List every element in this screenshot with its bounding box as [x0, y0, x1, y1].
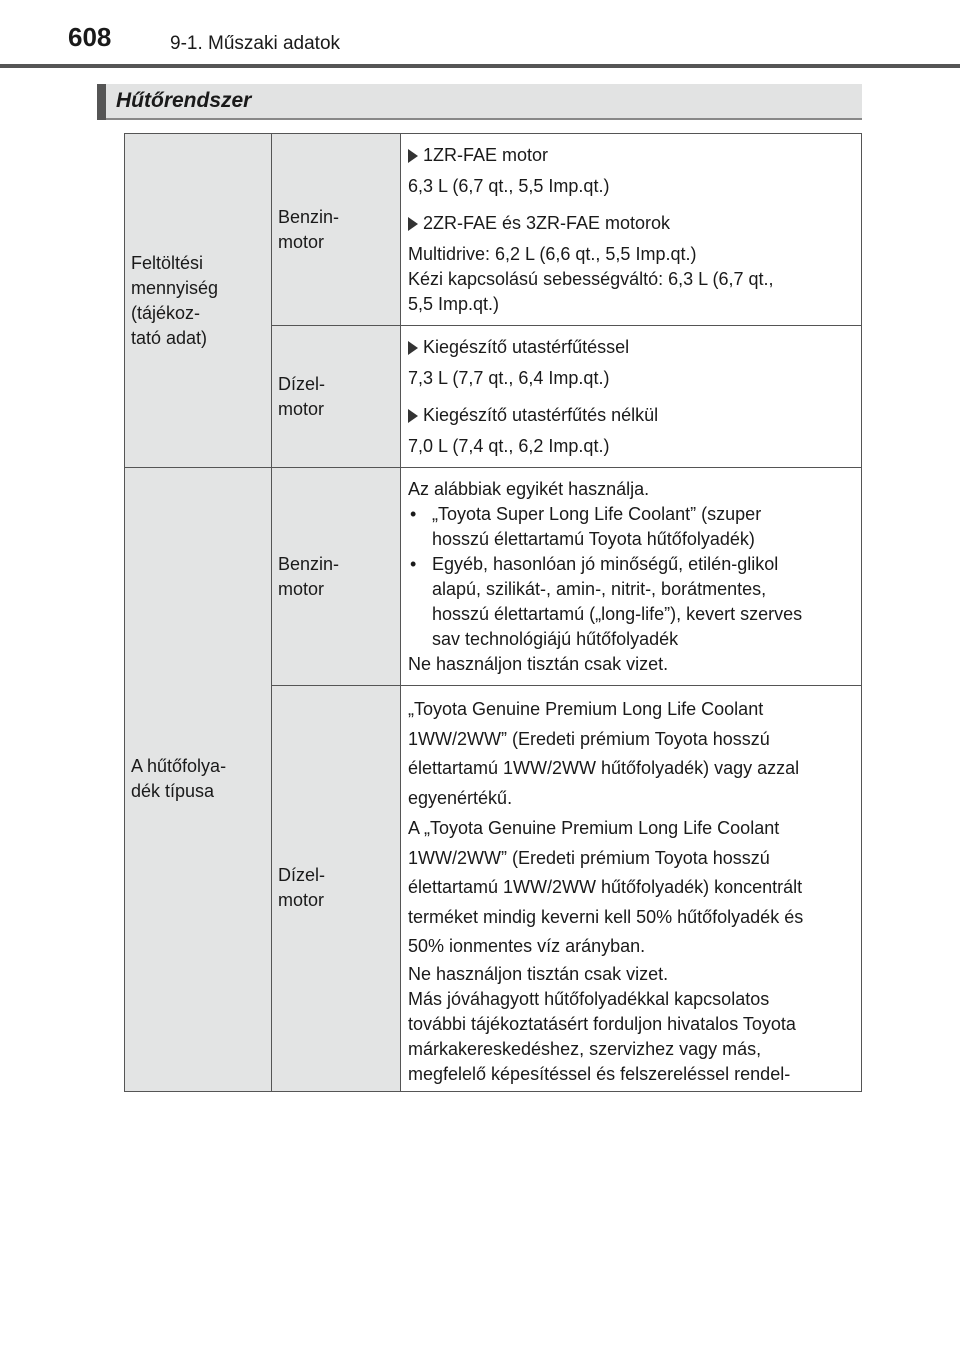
coolant-text: megfelelő képesítéssel és felszereléssel rendel-	[408, 1063, 791, 1084]
bullet-text: sav technológiájú hűtőfolyadék	[432, 629, 679, 649]
bullet-marker: •	[410, 554, 417, 574]
coolant-text: A „Toyota Genuine Premium Long Life Coolant	[408, 818, 780, 838]
capacity-label-line: mennyiség	[131, 277, 219, 298]
engine-label-line: Benzin-	[278, 206, 340, 227]
capacity-label-cell	[125, 134, 272, 468]
page-header	[0, 0, 960, 68]
coolant-label-line: dék típusa	[131, 781, 215, 802]
coolant-diesel-value-cell	[401, 686, 862, 1092]
capacity-label-line: (tájékoz-	[131, 302, 201, 323]
coolant-text: Ne használjon tisztán csak vizet.	[408, 963, 669, 984]
coolant-diesel-label-cell	[272, 686, 401, 1092]
bullet-text: hosszú élettartamú („long-life”), kevert szerves	[432, 604, 803, 624]
capacity-value: 7,3 L (7,7 qt., 6,4 Imp.qt.)	[408, 368, 610, 388]
capacity-value: Kézi kapcsolású sebességváltó: 6,3 L (6,7 qt.,	[408, 269, 774, 289]
capacity-label-line: tató adat)	[131, 327, 208, 348]
triangle-marker-icon	[408, 409, 418, 423]
table-row	[125, 468, 862, 686]
bullet-text: „Toyota Super Long Life Coolant” (szuper	[432, 504, 762, 524]
coolant-text: terméket mindig keverni kell 50% hűtőfolyadék és	[408, 906, 804, 927]
coolant-text: 1WW/2WW” (Eredeti prémium Toyota hosszú	[408, 847, 770, 868]
item-heading	[408, 143, 855, 168]
capacity-petrol-value-cell	[401, 134, 862, 326]
item-heading-text: Kiegészítő utastérfűtéssel	[423, 337, 630, 357]
table-row	[125, 134, 862, 326]
coolant-text: 1WW/2WW” (Eredeti prémium Toyota hosszú	[408, 728, 770, 749]
coolant-intro: Az alábbiak egyikét használja.	[408, 479, 650, 499]
triangle-marker-icon	[408, 217, 418, 231]
capacity-diesel-value-cell	[401, 326, 862, 468]
engine-label-line: motor	[278, 231, 325, 252]
header-rule	[0, 64, 960, 68]
engine-label-line: motor	[278, 578, 325, 599]
engine-label-line: Dízel-	[278, 865, 326, 886]
coolant-text: további tájékoztatásért forduljon hivatalos Toyota	[408, 1013, 796, 1034]
cooling-spec-table	[124, 133, 862, 1092]
bullet-text: hosszú élettartamú Toyota hűtőfolyadék)	[432, 529, 755, 549]
coolant-text: élettartamú 1WW/2WW hűtőfolyadék) vagy azzal	[408, 758, 800, 778]
capacity-value: 5,5 Imp.qt.)	[408, 294, 500, 314]
item-heading	[408, 211, 855, 236]
engine-label-line: motor	[278, 398, 325, 419]
capacity-value: Multidrive: 6,2 L (6,6 qt., 5,5 Imp.qt.)	[408, 244, 697, 264]
section-path: 9-1. Műszaki adatok	[170, 33, 341, 54]
capacity-value: 6,3 L (6,7 qt., 5,5 Imp.qt.)	[408, 176, 610, 196]
bullet-text: alapú, szilikát-, amin-, nitrit-, borátmentes,	[432, 579, 767, 599]
bullet-marker: •	[410, 504, 417, 524]
engine-label-line: Benzin-	[278, 553, 340, 574]
coolant-text: élettartamú 1WW/2WW hűtőfolyadék) koncentrált	[408, 877, 803, 897]
coolant-label-line: A hűtőfolya-	[131, 756, 227, 777]
section-heading-bar	[97, 84, 862, 120]
capacity-diesel-label-cell	[272, 326, 401, 468]
bullet-item	[408, 552, 855, 652]
item-heading	[408, 335, 855, 360]
item-heading-text: 1ZR-FAE motor	[423, 145, 549, 165]
bullet-text: Egyéb, hasonlóan jó minőségű, etilén-glikol	[432, 554, 779, 574]
capacity-petrol-label-cell	[272, 134, 401, 326]
item-heading-text: Kiegészítő utastérfűtés nélkül	[423, 405, 659, 425]
coolant-text: „Toyota Genuine Premium Long Life Coolant	[408, 699, 764, 719]
coolant-note: Ne használjon tisztán csak vizet.	[408, 654, 669, 674]
coolant-text: egyenértékű.	[408, 787, 513, 808]
triangle-marker-icon	[408, 341, 418, 355]
page-number: 608	[68, 22, 112, 52]
triangle-marker-icon	[408, 149, 418, 163]
coolant-type-label-cell	[125, 468, 272, 1092]
coolant-text: Más jóváhagyott hűtőfolyadékkal kapcsolatos	[408, 988, 770, 1009]
item-heading-text: 2ZR-FAE és 3ZR-FAE motorok	[423, 213, 671, 233]
item-heading	[408, 403, 855, 428]
bullet-item	[408, 502, 855, 552]
coolant-text: 50% ionmentes víz arányban.	[408, 936, 646, 956]
coolant-petrol-value-cell	[401, 468, 862, 686]
capacity-value: 7,0 L (7,4 qt., 6,2 Imp.qt.)	[408, 436, 610, 456]
engine-label-line: motor	[278, 890, 325, 911]
section-title: Hűtőrendszer	[116, 89, 252, 112]
coolant-text: márkakereskedéshez, szervizhez vagy más,	[408, 1038, 762, 1059]
coolant-petrol-label-cell	[272, 468, 401, 686]
section-accent	[97, 84, 106, 120]
capacity-label-line: Feltöltési	[131, 252, 204, 273]
engine-label-line: Dízel-	[278, 373, 326, 394]
